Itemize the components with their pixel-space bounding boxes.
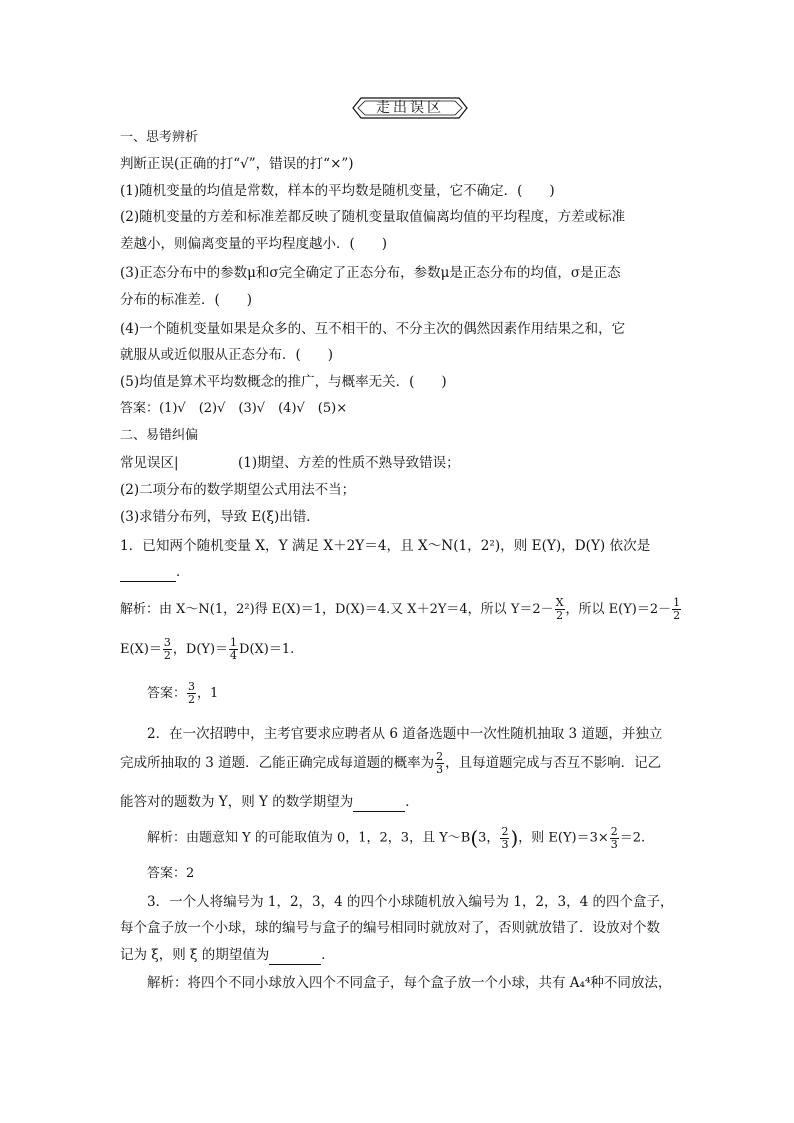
section1-answer: 答案：(1)√ (2)√ (3)√ (4)√ (5)× xyxy=(120,401,348,416)
fraction-x-over-2: $\frac{X}{2}$ xyxy=(555,596,564,622)
q1-answer-label: 答案： xyxy=(147,686,187,701)
judgement-item-2-cont: 差越小，则偏离变量的平均程度越小．( ) xyxy=(120,236,388,252)
judgement-item-1: (1)随机变量的均值是常数，样本的平均数是随机变量，它不确定．( ) xyxy=(120,183,555,199)
q2-solution: 解析：由题意知 Y 的可能取值为 0，1，2，3，且 Y～B(3， $\frac{2}{3}$ )，则 E(Y)＝3× $\frac{2}{3}$ ＝2. xyxy=(147,824,646,851)
judgement-item-3-cont: 分布的标准差．( ) xyxy=(120,292,253,308)
q1-solution-b: ，所以 E(Y)＝2－ xyxy=(565,602,672,617)
q1-solution-line1 xyxy=(120,596,682,624)
q1-answer xyxy=(147,680,218,708)
q1-answer-tail: ，1 xyxy=(197,686,219,701)
fraction-one-quarter: $\frac{1}{4}$ xyxy=(230,636,238,662)
common-mistake-3: (3)求错分布列，导致 E(ξ)出错． xyxy=(120,509,320,525)
left-paren: ( xyxy=(470,826,479,850)
q3-line1: 3．一个人将编号为 1，2，3，4 的四个小球随机放入编号为 1，2，3，4 的四个盒子， xyxy=(147,894,674,910)
common-mistake-1: (1)期望、方差的性质不熟导致错误； xyxy=(238,455,460,471)
section1-title: 一、思考辨析 xyxy=(120,130,199,145)
section-banner xyxy=(351,96,469,120)
q2-solution-c: ＝2. xyxy=(619,830,646,846)
q1-solution-d: ，D(Y)＝ xyxy=(172,642,229,657)
common-mistakes-label: 常见误区| xyxy=(120,455,179,471)
q2-line2-a: 完成所抽取的 3 道题．乙能正确完成每道题的概率为 xyxy=(120,755,435,771)
q2-line2 xyxy=(120,748,661,778)
q1-solution-a: 解析：由 X～N(1，2²)得 E(X)＝1，D(X)＝4.又 X＋2Y＝4，所以 Y＝2－ xyxy=(120,602,554,617)
judgement-item-2: (2)随机变量的方差和标准差都反映了随机变量取值偏离均值的平均程度，方差或标准 xyxy=(120,209,626,225)
q3-line2: 每个盒子放一个小球，球的编号与盒子的编号相同时就放对了，否则就放错了．设放对个数 xyxy=(120,920,660,936)
fraction-two-thirds: $\frac{2}{3}$ xyxy=(436,750,444,776)
q1-solution-line2 xyxy=(120,636,294,664)
q3-line3: 记为 ξ，则 ξ 的期望值为 ． xyxy=(120,947,335,963)
fraction-one-half: $\frac{1}{2}$ xyxy=(673,596,681,622)
fraction-two-thirds-b: $\frac{2}{3}$ xyxy=(501,824,509,851)
fraction-two-thirds-c: $\frac{2}{3}$ xyxy=(610,824,618,851)
judgement-item-5: (5)均值是算术平均数概念的推广，与概率无关．( ) xyxy=(120,374,447,390)
common-mistake-2: (2)二项分布的数学期望公式用法不当； xyxy=(120,482,356,498)
judgement-item-4-cont: 就服从或近似服从正态分布．( ) xyxy=(120,347,334,363)
q1-solution-e: D(X)＝1. xyxy=(239,642,295,657)
judgement-item-4: (4)一个随机变量如果是众多的、互不相干的、不分主次的偶然因素作用结果之和，它 xyxy=(120,321,626,337)
q2-answer: 答案：2 xyxy=(147,866,195,881)
banner-title: 走出误区 xyxy=(376,100,444,116)
section2-title: 二、易错纠偏 xyxy=(120,428,199,443)
q1-blank: ． xyxy=(120,563,190,582)
q2-solution-a: 解析：由题意知 Y 的可能取值为 0，1，2，3，且 Y～B xyxy=(147,830,471,846)
judgement-item-3: (3)正态分布中的参数μ和σ完全确定了正态分布，参数μ是正态分布的均值，σ是正态 xyxy=(120,265,621,281)
q2-solution-b: ，则 E(Y)＝3× xyxy=(518,830,609,846)
fraction-three-halves: $\frac{3}{2}$ xyxy=(163,636,171,662)
q2-line1: 2．在一次招聘中，主考官要求应聘者从 6 道备选题中一次性随机抽取 3 道题，并独立 xyxy=(147,726,663,742)
q1-stem: 1．已知两个随机变量 X，Y 满足 X＋2Y＝4，且 X～N(1，2²)，则 E(Y)，D(Y) 依次是 xyxy=(120,538,651,554)
q2-line3: 能答对的题数为 Y，则 Y 的数学期望为 ． xyxy=(120,794,419,810)
right-paren: ) xyxy=(510,826,519,850)
fraction-three-halves-answer: $\frac{3}{2}$ xyxy=(188,680,196,706)
section1-instruction: 判断正误(正确的打“√”，错误的打“×”) xyxy=(120,156,354,172)
q3-solution: 解析：将四个不同小球放入四个不同盒子，每个盒子放一个小球，共有 A₄⁴种不同放法， xyxy=(147,975,672,991)
q2-line2-b: ，且每道题完成与否互不影响．记乙 xyxy=(445,755,662,771)
q1-solution-c: E(X)＝ xyxy=(120,642,162,657)
